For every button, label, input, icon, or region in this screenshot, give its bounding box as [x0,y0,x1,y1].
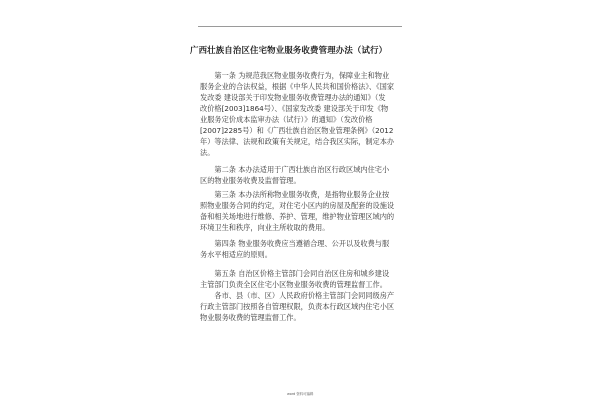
page-footer: word 资料可编辑 [287,392,314,396]
body-line: 区的物业服务收费及监督管理。 [200,176,301,185]
body-line: 第三条 本办法所称物业服务收费，是指物业服务企业按 [200,190,390,199]
body-line: 物业服务收费的管理监督工作。 [200,313,301,322]
body-line: 第一条 为规范我区物业服务收费行为，保障业主和物业 [200,71,390,80]
body-line: 各市、县（市、区）人民政府价格主管部门会同同级房产 [200,291,395,300]
body-line: 行政主管部门按照各自管理权限，负责本行政区域内住宅小区 [200,302,395,311]
body-line: 第二条 本办法适用于广西壮族自治区行政区域内住宅小 [200,165,390,174]
body-line: 改价格[2003]1864号）、《国家发改委 建设部关于印发《物 [200,104,389,113]
body-line: 第四条 物业服务收费应当遵循合理、公开以及收费与服 [200,239,390,248]
body-line: 环境卫生和秩序，向业主所收取的费用。 [200,223,330,232]
body-line: 备和相关场地进行维修、养护、管理，维护物业管理区域内的 [200,212,395,221]
body-line: 第五条 自治区价格主管部门会同自治区住房和城乡建设 [200,269,390,278]
body-line: 服务企业的合法权益，根据《中华人民共和国价格法》、《国家 [200,82,395,91]
body-line: 发改委 建设部关于印发物业服务收费管理办法的通知》（发 [200,93,386,102]
body-line: 法。 [200,148,215,157]
body-line: 业服务定价成本监审办法（试行）》的通知》（发改价格 [200,115,373,124]
document-title: 广西壮族自治区住宅物业服务收费管理办法（试行） [190,45,388,55]
body-line: [2007]2285号）和《广西壮族自治区物业管理条例》（2012 [200,126,394,135]
header-rule [198,26,402,27]
body-line: 主管部门负责全区住宅小区物业服务收费的管理监督工作。 [200,280,387,289]
body-line: 年）等法律、法规和政策有关规定，结合我区实际，制定本办 [200,137,395,146]
body-line: 照物业服务合同的约定，对住宅小区内的房屋及配套的设施设 [200,201,395,210]
body-line: 务水平相适应的原则。 [200,250,272,259]
